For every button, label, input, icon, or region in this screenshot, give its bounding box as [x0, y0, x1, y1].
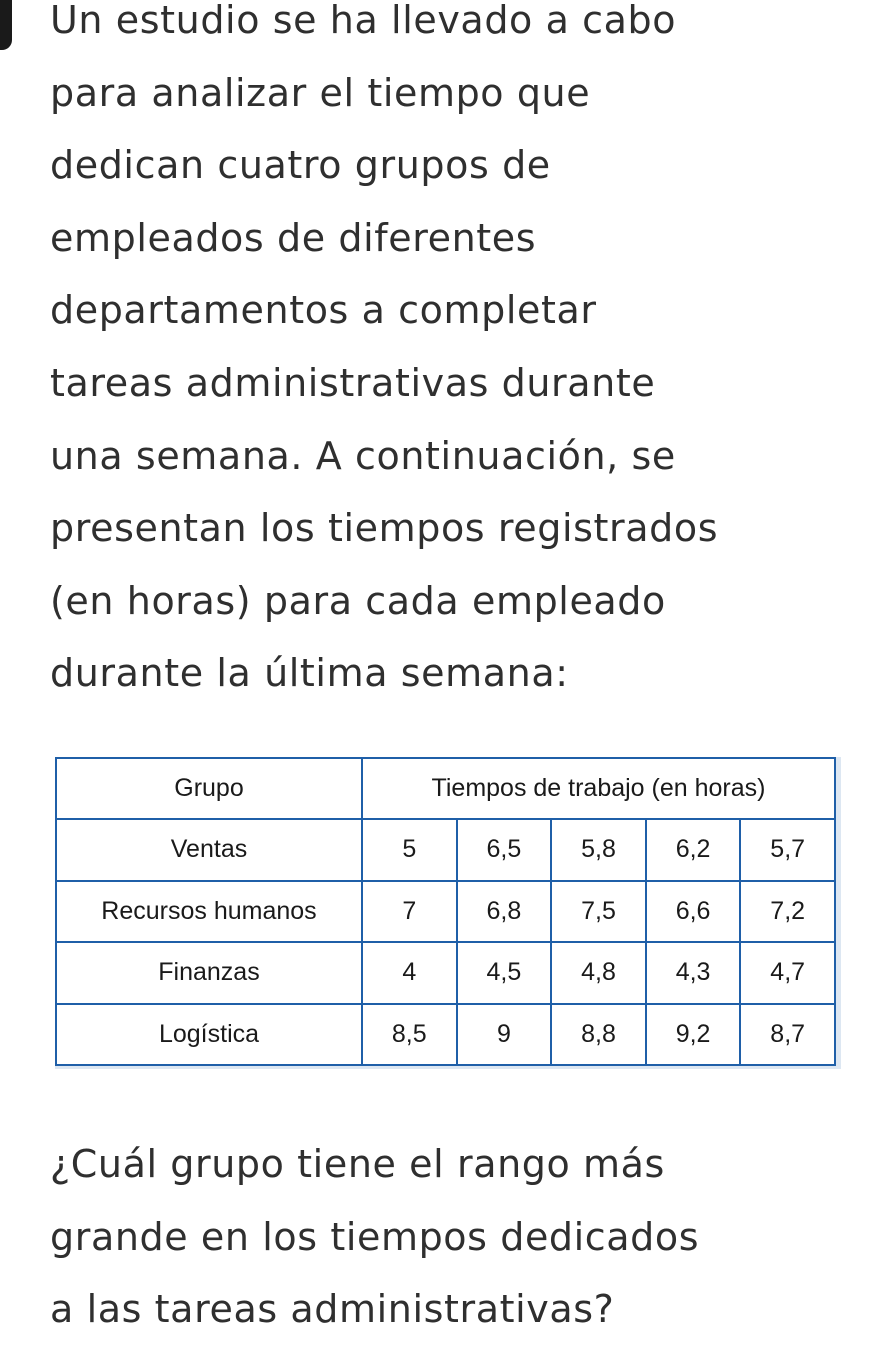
table-row — [56, 942, 835, 1004]
header-times: Tiempos de trabajo (en horas) — [362, 758, 835, 819]
intro-line: empleados de diferentes — [50, 215, 537, 260]
intro-paragraph — [50, 0, 860, 710]
table-row — [56, 819, 835, 881]
table-row — [56, 881, 835, 943]
intro-line: Un estudio se ha llevado a cabo — [50, 0, 677, 42]
corner-mark — [0, 0, 12, 50]
value-cell: 4,3 — [646, 942, 741, 1004]
value-cell: 5,8 — [551, 819, 646, 881]
value-cell: 6,5 — [457, 819, 552, 881]
group-cell: Recursos humanos — [56, 881, 362, 943]
table-header-row — [56, 758, 835, 819]
value-cell: 9,2 — [646, 1004, 741, 1066]
value-cell: 4,7 — [740, 942, 835, 1004]
intro-line: (en horas) para cada empleado — [50, 578, 666, 623]
value-cell: 7 — [362, 881, 457, 943]
value-cell: 8,8 — [551, 1004, 646, 1066]
value-cell: 4,8 — [551, 942, 646, 1004]
value-cell: 8,5 — [362, 1004, 457, 1066]
times-table — [55, 757, 836, 1066]
value-cell: 7,5 — [551, 881, 646, 943]
question-paragraph — [50, 1128, 860, 1346]
value-cell: 5 — [362, 819, 457, 881]
intro-line: departamentos a completar — [50, 288, 597, 333]
intro-line: dedican cuatro grupos de — [50, 143, 551, 188]
value-cell: 6,2 — [646, 819, 741, 881]
header-group: Grupo — [56, 758, 362, 819]
table-row — [56, 1004, 835, 1066]
value-cell: 9 — [457, 1004, 552, 1066]
value-cell: 5,7 — [740, 819, 835, 881]
question-line: grande en los tiempos dedicados — [50, 1214, 700, 1259]
value-cell: 7,2 — [740, 881, 835, 943]
value-cell: 4 — [362, 942, 457, 1004]
intro-line: durante la última semana: — [50, 651, 569, 696]
intro-line: presentan los tiempos registrados — [50, 506, 719, 551]
question-line: a las tareas administrativas? — [50, 1287, 615, 1332]
group-cell: Logística — [56, 1004, 362, 1066]
value-cell: 6,6 — [646, 881, 741, 943]
group-cell: Finanzas — [56, 942, 362, 1004]
group-cell: Ventas — [56, 819, 362, 881]
question-line: ¿Cuál grupo tiene el rango más — [50, 1142, 665, 1186]
value-cell: 4,5 — [457, 942, 552, 1004]
intro-line: para analizar el tiempo que — [50, 70, 591, 115]
value-cell: 6,8 — [457, 881, 552, 943]
intro-line: una semana. A continuación, se — [50, 433, 676, 478]
times-table-container — [55, 757, 841, 1069]
intro-line: tareas administrativas durante — [50, 360, 656, 405]
value-cell: 8,7 — [740, 1004, 835, 1066]
